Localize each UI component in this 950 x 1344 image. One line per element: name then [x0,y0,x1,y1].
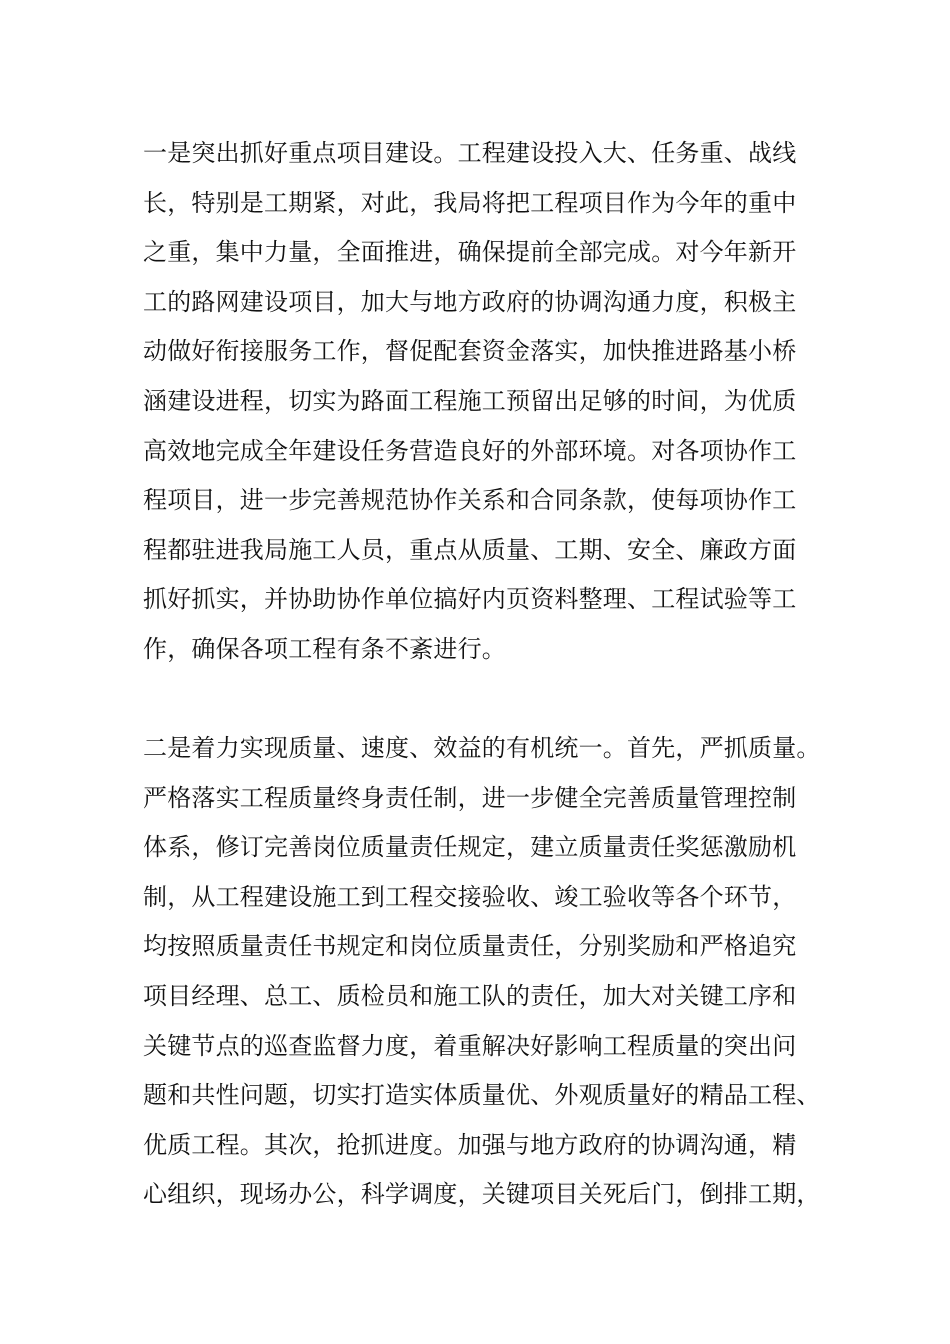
text-line: 关键节点的巡查监督力度，着重解决好影响工程质量的突出问 [143,1031,797,1060]
paragraph-key-projects [143,129,833,675]
text-line: 之重，集中力量，全面推进，确保提前全部完成。对今年新开 [143,238,797,267]
text-line: 抓好抓实，并协助协作单位搞好内页资料整理、工程试验等工 [143,585,797,614]
text-line: 题和共性问题，切实打造实体质量优、外观质量好的精品工程、 [143,1081,821,1110]
text-line: 一是突出抓好重点项目建设。工程建设投入大、任务重、战线 [143,139,797,167]
text-line: 作，确保各项工程有条不紊进行。 [143,634,506,663]
text-line: 心组织，现场办公，科学调度，关键项目关死后门，倒排工期， [143,1180,821,1209]
text-line: 涵建设进程，切实为路面工程施工预留出足够的时间，为优质 [143,386,797,415]
text-line: 工的路网建设项目，加大与地方政府的协调沟通力度，积极主 [143,287,797,316]
paragraph-quality-speed-efficiency [143,724,833,1220]
text-line: 体系，修订完善岗位质量责任规定，建立质量责任奖惩激励机 [143,833,797,862]
text-line: 均按照质量责任书规定和岗位质量责任，分别奖励和严格追究 [143,932,797,961]
text-line: 优质工程。其次，抢抓进度。加强与地方政府的协调沟通，精 [143,1130,797,1159]
text-line: 程都驻进我局施工人员，重点从质量、工期、安全、廉政方面 [143,535,797,564]
text-line: 高效地完成全年建设任务营造良好的外部环境。对各项协作工 [143,436,797,465]
text-line: 二是着力实现质量、速度、效益的有机统一。首先，严抓质量。 [143,734,821,762]
text-line: 程项目，进一步完善规范协作关系和合同条款，使每项协作工 [143,486,797,515]
text-line: 长，特别是工期紧，对此，我局将把工程项目作为今年的重中 [143,188,797,217]
text-line: 严格落实工程质量终身责任制，进一步健全完善质量管理控制 [143,783,797,812]
text-line: 项目经理、总工、质检员和施工队的责任，加大对关键工序和 [143,981,797,1010]
text-line: 动做好衔接服务工作，督促配套资金落实，加快推进路基小桥 [143,337,797,366]
text-line: 制，从工程建设施工到工程交接验收、竣工验收等各个环节， [143,882,797,911]
